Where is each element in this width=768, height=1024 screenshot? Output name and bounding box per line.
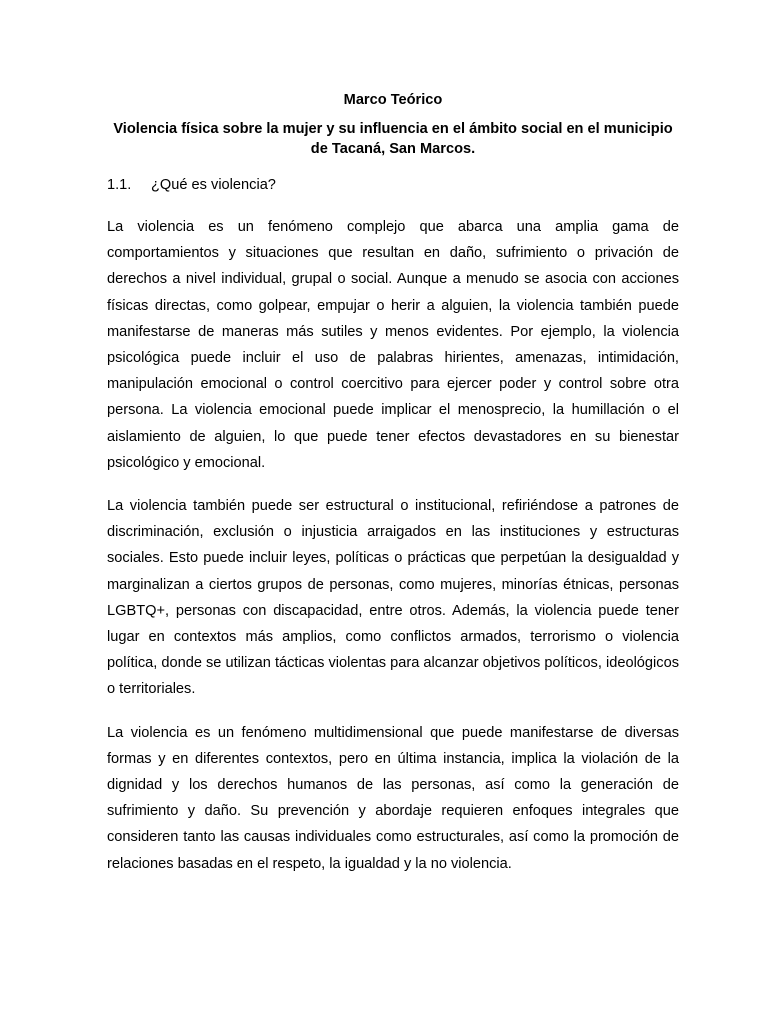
section-title: ¿Qué es violencia? xyxy=(151,177,276,193)
document-title: Marco Teórico xyxy=(343,92,443,108)
paragraph-2: La violencia también puede ser estructural o institucional, refiriéndose a patrones de discriminación, exclusión o injusticia arraigados en las instituciones y estructuras sociales. Esto puede incluir leyes, políticas o prácticas que perpetúan la desigualdad y marginalizan a ciertos grupos de personas, como mujeres, minorías étnicas, personas LGBTQ+, personas con discapacidad, entre otros. Además, la violencia puede tener lugar en contextos más amplios, como conflictos armados, terrorismo o violencia política, donde se utilizan tácticas violentas para alcanzar objetivos políticos, ideológicos o territoriales. xyxy=(107,498,679,698)
document-page xyxy=(107,90,679,877)
section-heading xyxy=(107,175,679,195)
document-subtitle: Violencia física sobre la mujer y su influencia en el ámbito social en el municipio de Tacaná, San Marcos. xyxy=(113,121,673,157)
paragraph-3: La violencia es un fenómeno multidimensional que puede manifestarse de diversas formas y en diferentes contextos, pero en última instancia, implica la violación de la dignidad y los derechos humanos de las personas, así como la generación de sufrimiento y daño. Su prevención y abordaje requieren enfoques integrales que consideren tanto las causas individuales como estructurales, así como la promoción de relaciones basadas en el respeto, la igualdad y la no violencia. xyxy=(107,724,679,872)
section-number: 1.1. xyxy=(107,177,132,193)
paragraph-1: La violencia es un fenómeno complejo que abarca una amplia gama de comportamientos y situaciones que resultan en daño, sufrimiento o privación de derechos a nivel individual, grupal o social. Aunque a menudo se asocia con acciones físicas directas, como golpear, empujar o herir a alguien, la violencia también puede manifestarse de maneras más sutiles y menos evidentes. Por ejemplo, la violencia psicológica puede incluir el uso de palabras hirientes, amenazas, intimidación, manipulación emocional o control coercitivo para ejercer poder y control sobre otra persona. La violencia emocional puede implicar el menosprecio, la humillación o el aislamiento de alguien, lo que puede tener efectos devastadores en su bienestar psicológico y emocional. xyxy=(107,219,679,471)
